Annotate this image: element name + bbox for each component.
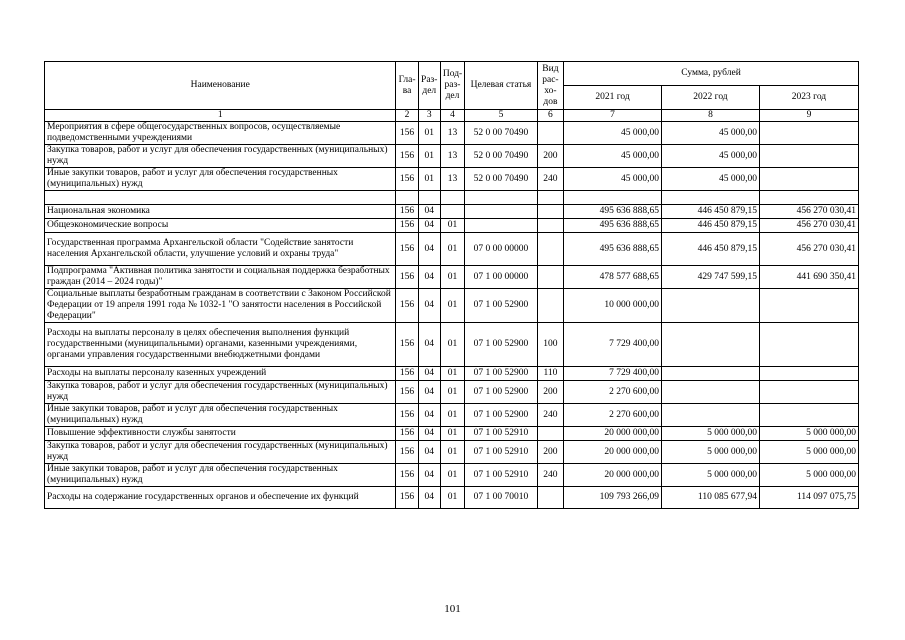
cell-y2022 <box>662 289 760 323</box>
cell-razdel: 04 <box>418 323 440 367</box>
cell-y2022: 446 450 879,15 <box>662 219 760 233</box>
cell-vid <box>537 122 563 145</box>
cell-y2022: 446 450 879,15 <box>662 233 760 266</box>
column-number: 1 <box>45 110 396 122</box>
cell-glava: 156 <box>396 427 418 441</box>
table-row <box>45 487 859 509</box>
cell-podrazdel: 01 <box>440 381 464 404</box>
cell-vid: 110 <box>537 367 563 381</box>
cell-vid: 100 <box>537 323 563 367</box>
cell-target: 07 1 00 70010 <box>465 487 538 509</box>
table-row <box>45 205 859 219</box>
cell-y2023: 456 270 030,41 <box>759 205 858 219</box>
cell-podrazdel <box>440 191 464 205</box>
cell-razdel: 04 <box>418 464 440 487</box>
cell-y2022: 429 747 599,15 <box>662 266 760 289</box>
cell-y2023 <box>759 289 858 323</box>
cell-glava: 156 <box>396 205 418 219</box>
cell-name: Расходы на содержание государственных органов и обеспечение их функций <box>45 487 396 509</box>
cell-target: 07 1 00 52900 <box>465 323 538 367</box>
cell-podrazdel: 01 <box>440 427 464 441</box>
cell-y2022: 45 000,00 <box>662 168 760 191</box>
cell-glava: 156 <box>396 266 418 289</box>
cell-podrazdel: 01 <box>440 367 464 381</box>
cell-target: 07 1 00 52910 <box>465 427 538 441</box>
cell-target: 07 1 00 52900 <box>465 289 538 323</box>
cell-name: Государственная программа Архангельской области "Содействие занятости населения Архангельской области, улучшение условий и охраны труда" <box>45 233 396 266</box>
cell-y2021: 7 729 400,00 <box>564 367 662 381</box>
cell-target: 07 1 00 52910 <box>465 441 538 464</box>
cell-target: 07 1 00 52910 <box>465 464 538 487</box>
cell-y2021: 10 000 000,00 <box>564 289 662 323</box>
cell-y2021 <box>564 191 662 205</box>
cell-y2022: 45 000,00 <box>662 122 760 145</box>
cell-glava: 156 <box>396 487 418 509</box>
cell-glava: 156 <box>396 219 418 233</box>
cell-razdel: 04 <box>418 441 440 464</box>
cell-y2023 <box>759 323 858 367</box>
cell-glava: 156 <box>396 233 418 266</box>
column-number: 3 <box>418 110 440 122</box>
header-2023: 2023 год <box>759 86 858 110</box>
cell-podrazdel: 01 <box>440 487 464 509</box>
cell-y2022: 45 000,00 <box>662 145 760 168</box>
cell-razdel: 04 <box>418 487 440 509</box>
table-body <box>45 122 859 509</box>
cell-name: Социальные выплаты безработным гражданам в соответствии с Законом Российской Федерации от 19 апреля 1991 года № 1032-1 "О занятости населения в Российской Федерации" <box>45 289 396 323</box>
cell-vid: 200 <box>537 381 563 404</box>
cell-y2023 <box>759 404 858 427</box>
table-row <box>45 289 859 323</box>
cell-target: 52 0 00 70490 <box>465 168 538 191</box>
cell-vid <box>537 487 563 509</box>
cell-podrazdel: 01 <box>440 464 464 487</box>
header-podrazdel: Под-раз-дел <box>440 62 464 110</box>
cell-podrazdel: 01 <box>440 289 464 323</box>
cell-razdel: 04 <box>418 266 440 289</box>
cell-y2021: 45 000,00 <box>564 168 662 191</box>
cell-razdel: 01 <box>418 168 440 191</box>
cell-y2022: 110 085 677,94 <box>662 487 760 509</box>
cell-name: Мероприятия в сфере общегосударственных вопросов, осуществляемые подведомственными учреждениями <box>45 122 396 145</box>
cell-target: 07 1 00 52900 <box>465 367 538 381</box>
cell-name: Закупка товаров, работ и услуг для обеспечения государственных (муниципальных) нужд <box>45 145 396 168</box>
cell-podrazdel: 01 <box>440 323 464 367</box>
cell-podrazdel <box>440 205 464 219</box>
column-number: 4 <box>440 110 464 122</box>
cell-y2023: 5 000 000,00 <box>759 427 858 441</box>
column-number: 2 <box>396 110 418 122</box>
cell-y2021: 20 000 000,00 <box>564 427 662 441</box>
cell-target: 07 1 00 52900 <box>465 404 538 427</box>
cell-name: Национальная экономика <box>45 205 396 219</box>
table-row <box>45 441 859 464</box>
page-number: 101 <box>444 603 461 615</box>
header-sum: Сумма, рублей <box>564 62 859 86</box>
column-number-row <box>45 110 859 122</box>
cell-razdel: 01 <box>418 145 440 168</box>
cell-razdel: 04 <box>418 205 440 219</box>
cell-name: Расходы на выплаты персоналу в целях обеспечения выполнения функций государственными (муниципальными) органами, казенными учреждениями, органами управления государственными внебюджетными фондами <box>45 323 396 367</box>
table-row <box>45 464 859 487</box>
cell-razdel: 04 <box>418 427 440 441</box>
cell-podrazdel: 01 <box>440 266 464 289</box>
cell-name: Закупка товаров, работ и услуг для обеспечения государственных (муниципальных) нужд <box>45 381 396 404</box>
cell-y2023 <box>759 367 858 381</box>
cell-y2023 <box>759 145 858 168</box>
cell-razdel: 04 <box>418 233 440 266</box>
cell-razdel: 01 <box>418 122 440 145</box>
header-target: Целевая статья <box>465 62 538 110</box>
cell-target: 52 0 00 70490 <box>465 145 538 168</box>
cell-y2021: 478 577 688,65 <box>564 266 662 289</box>
budget-table <box>44 61 859 509</box>
cell-y2021: 20 000 000,00 <box>564 464 662 487</box>
header-razdel: Раз-дел <box>418 62 440 110</box>
cell-name: Расходы на выплаты персоналу казенных учреждений <box>45 367 396 381</box>
cell-y2021: 2 270 600,00 <box>564 404 662 427</box>
cell-name: Иные закупки товаров, работ и услуг для обеспечения государственных (муниципальных) нужд <box>45 404 396 427</box>
cell-razdel: 04 <box>418 367 440 381</box>
cell-target: 07 1 00 00000 <box>465 266 538 289</box>
cell-name <box>45 191 396 205</box>
cell-podrazdel: 13 <box>440 168 464 191</box>
cell-y2021: 7 729 400,00 <box>564 323 662 367</box>
cell-name: Повышение эффективности службы занятости <box>45 427 396 441</box>
cell-name: Общеэкономические вопросы <box>45 219 396 233</box>
cell-vid: 200 <box>537 441 563 464</box>
table-row <box>45 367 859 381</box>
cell-podrazdel: 01 <box>440 233 464 266</box>
cell-target <box>465 205 538 219</box>
column-number: 5 <box>465 110 538 122</box>
cell-razdel: 04 <box>418 404 440 427</box>
cell-vid: 200 <box>537 145 563 168</box>
cell-y2022 <box>662 381 760 404</box>
cell-name: Закупка товаров, работ и услуг для обеспечения государственных (муниципальных) нужд <box>45 441 396 464</box>
table-row <box>45 233 859 266</box>
cell-name: Иные закупки товаров, работ и услуг для обеспечения государственных (муниципальных) нужд <box>45 464 396 487</box>
cell-glava <box>396 191 418 205</box>
cell-podrazdel: 13 <box>440 145 464 168</box>
cell-vid: 240 <box>537 464 563 487</box>
cell-vid <box>537 427 563 441</box>
cell-y2022: 5 000 000,00 <box>662 441 760 464</box>
cell-glava: 156 <box>396 381 418 404</box>
cell-y2023: 114 097 075,75 <box>759 487 858 509</box>
cell-target: 07 0 00 00000 <box>465 233 538 266</box>
cell-razdel <box>418 191 440 205</box>
header-name: Наименование <box>45 62 396 110</box>
table-row <box>45 191 859 205</box>
cell-razdel: 04 <box>418 219 440 233</box>
cell-y2021: 495 636 888,65 <box>564 205 662 219</box>
column-number: 8 <box>662 110 760 122</box>
cell-y2022 <box>662 323 760 367</box>
cell-name: Подпрограмма "Активная политика занятости и социальная поддержка безработных граждан (2014 – 2024 годы)" <box>45 266 396 289</box>
cell-glava: 156 <box>396 168 418 191</box>
cell-y2023 <box>759 168 858 191</box>
cell-glava: 156 <box>396 323 418 367</box>
table-row <box>45 323 859 367</box>
cell-target <box>465 191 538 205</box>
column-number: 7 <box>564 110 662 122</box>
cell-podrazdel: 13 <box>440 122 464 145</box>
cell-y2021: 45 000,00 <box>564 122 662 145</box>
cell-y2021: 2 270 600,00 <box>564 381 662 404</box>
cell-razdel: 04 <box>418 381 440 404</box>
cell-podrazdel: 01 <box>440 441 464 464</box>
table-row <box>45 168 859 191</box>
table-row <box>45 122 859 145</box>
cell-razdel: 04 <box>418 289 440 323</box>
cell-y2022: 5 000 000,00 <box>662 464 760 487</box>
table-row <box>45 381 859 404</box>
cell-y2021: 20 000 000,00 <box>564 441 662 464</box>
table-row <box>45 404 859 427</box>
cell-podrazdel: 01 <box>440 404 464 427</box>
cell-y2023: 441 690 350,41 <box>759 266 858 289</box>
cell-vid <box>537 191 563 205</box>
cell-vid <box>537 205 563 219</box>
cell-glava: 156 <box>396 145 418 168</box>
cell-y2023: 5 000 000,00 <box>759 464 858 487</box>
cell-y2021: 45 000,00 <box>564 145 662 168</box>
cell-vid: 240 <box>537 168 563 191</box>
cell-podrazdel: 01 <box>440 219 464 233</box>
cell-vid <box>537 289 563 323</box>
cell-y2022 <box>662 191 760 205</box>
cell-glava: 156 <box>396 441 418 464</box>
cell-y2023: 5 000 000,00 <box>759 441 858 464</box>
cell-y2022: 446 450 879,15 <box>662 205 760 219</box>
header-glava: Гла-ва <box>396 62 418 110</box>
table-row <box>45 266 859 289</box>
table-row <box>45 219 859 233</box>
cell-glava: 156 <box>396 289 418 323</box>
column-number: 9 <box>759 110 858 122</box>
cell-y2023 <box>759 381 858 404</box>
cell-y2023: 456 270 030,41 <box>759 219 858 233</box>
cell-glava: 156 <box>396 464 418 487</box>
cell-y2023: 456 270 030,41 <box>759 233 858 266</box>
cell-y2023 <box>759 122 858 145</box>
header-2021: 2021 год <box>564 86 662 110</box>
column-number: 6 <box>537 110 563 122</box>
cell-vid: 240 <box>537 404 563 427</box>
cell-vid <box>537 219 563 233</box>
cell-vid <box>537 266 563 289</box>
cell-target <box>465 219 538 233</box>
cell-y2021: 495 636 888,65 <box>564 233 662 266</box>
cell-y2022 <box>662 367 760 381</box>
cell-y2023 <box>759 191 858 205</box>
cell-name: Иные закупки товаров, работ и услуг для обеспечения государственных (муниципальных) нужд <box>45 168 396 191</box>
cell-y2022: 5 000 000,00 <box>662 427 760 441</box>
cell-target: 52 0 00 70490 <box>465 122 538 145</box>
header-2022: 2022 год <box>662 86 760 110</box>
cell-y2022 <box>662 404 760 427</box>
cell-vid <box>537 233 563 266</box>
cell-y2021: 109 793 266,09 <box>564 487 662 509</box>
cell-glava: 156 <box>396 367 418 381</box>
header-vid: Вид рас-хо-дов <box>537 62 563 110</box>
cell-glava: 156 <box>396 404 418 427</box>
cell-target: 07 1 00 52900 <box>465 381 538 404</box>
cell-glava: 156 <box>396 122 418 145</box>
table-row <box>45 145 859 168</box>
table-row <box>45 427 859 441</box>
cell-y2021: 495 636 888,65 <box>564 219 662 233</box>
